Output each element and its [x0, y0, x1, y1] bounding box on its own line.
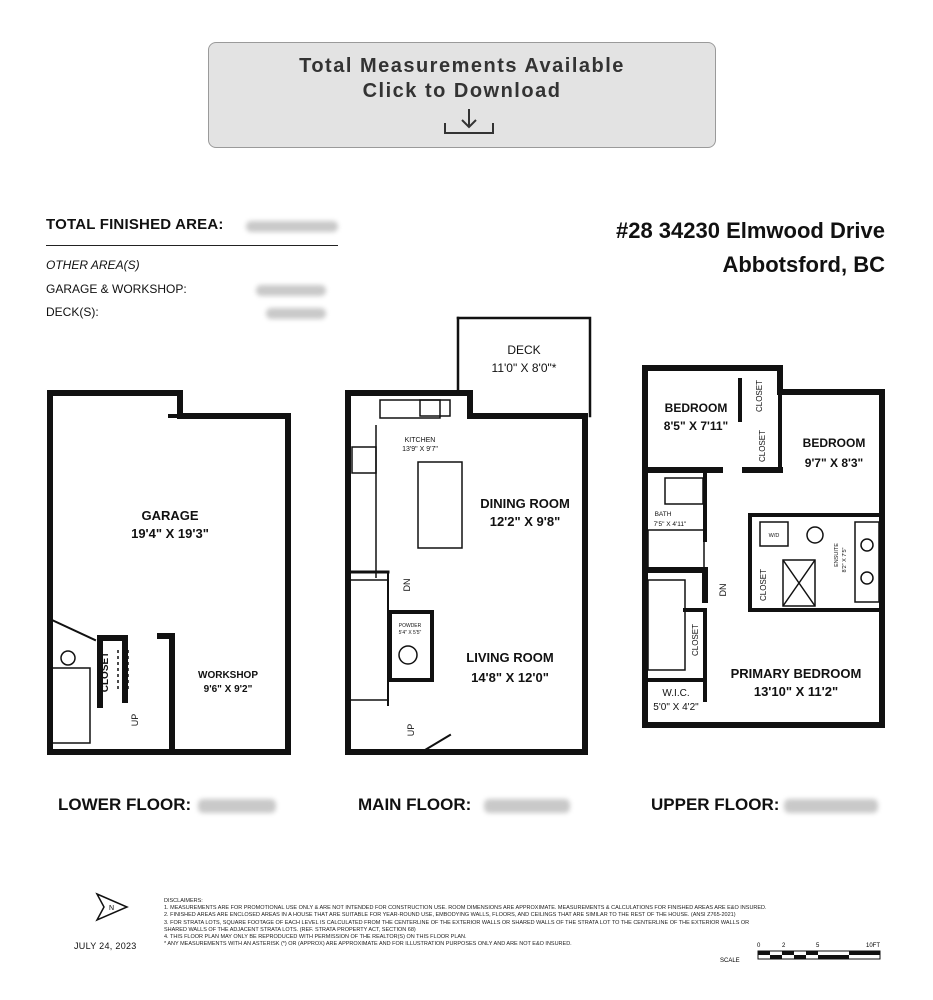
banner-line1: Total Measurements Available [299, 55, 625, 77]
address-line2: Abbotsford, BC [722, 252, 885, 277]
summary-divider [46, 245, 338, 246]
main-dn-label: DN [402, 578, 412, 592]
north-arrow-icon [94, 892, 130, 922]
main-floor-plan [348, 318, 590, 752]
wic-dims: 5'0" X 4'2" [653, 702, 699, 713]
workshop-dims: 9'6" X 9'2" [203, 684, 253, 695]
scale-label: SCALE [720, 958, 740, 964]
kitchen-label: KITCHEN [404, 437, 436, 444]
disclaimer-line: DISCLAIMERS: [164, 898, 203, 904]
bedroom1-closet-label: CLOSET [755, 379, 764, 413]
total-finished-area-label: TOTAL FINISHED AREA: [46, 216, 224, 233]
deck-dims: 11'0" X 8'0"* [491, 361, 557, 375]
lower-floor-plan [50, 393, 288, 752]
decks-label: DECK(S): [46, 305, 99, 319]
redacted-total-area [246, 221, 338, 232]
kitchen-dims: 13'9" X 9'7" [402, 446, 438, 453]
garage-dims: 19'4" X 19'3" [131, 526, 209, 541]
upper-dn-label: DN [718, 583, 728, 597]
wd-label: W/D [768, 533, 780, 539]
powder-dims: 5'4" X 5'5" [398, 630, 422, 636]
bedroom2-dims: 9'7" X 8'3" [804, 456, 864, 470]
workshop-label: WORKSHOP [198, 670, 258, 681]
address-line1: #28 34230 Elmwood Drive [615, 218, 885, 243]
primary-closet-label: CLOSET [691, 623, 700, 657]
lower-up-label: UP [130, 713, 140, 727]
banner-line2: Click to Download [362, 80, 562, 102]
disclaimer-line: 4. THIS FLOOR PLAN MAY ONLY BE REPRODUCED WITH PERMISSION OF THE REALTOR(S) ON THIS FLOOR PLAN. [164, 934, 467, 941]
bath-label: BATH [654, 511, 672, 518]
deck-label: DECK [507, 343, 541, 357]
ensuite-closet-label: CLOSET [759, 568, 768, 602]
scale-tick-0: 0 [757, 943, 761, 949]
scale-tick-10: 10FT [866, 943, 881, 949]
bedroom1-label: BEDROOM [664, 401, 728, 415]
disclaimer-line: SHARED WALLS OF THE ADJACENT STRATA LOTS. (REF. STRATA PROPERTY ACT, SECTION 68) [164, 926, 416, 933]
redacted-upper-area [784, 799, 878, 813]
dining-room-label: DINING ROOM [480, 496, 570, 511]
primary-bedroom-dims: 13'10" X 11'2" [753, 684, 839, 699]
bath-dims: 7'5" X 4'11" [653, 521, 687, 528]
download-measurements-button[interactable] [208, 42, 716, 148]
dining-room-dims: 12'2" X 9'8" [489, 514, 561, 529]
garage-label: GARAGE [141, 508, 199, 523]
redacted-garage-area [256, 285, 326, 296]
floor-plans [0, 300, 933, 770]
main-floor-label: MAIN FLOOR: [358, 795, 472, 814]
bedroom2-closet-label: CLOSET [758, 429, 767, 463]
plan-date: JULY 24, 2023 [74, 941, 137, 951]
powder-label: POWDER [398, 623, 422, 629]
living-room-dims: 14'8" X 12'0" [471, 670, 549, 685]
scale-tick-2: 2 [782, 943, 786, 949]
primary-bedroom-label: PRIMARY BEDROOM [730, 666, 862, 681]
north-letter: N [109, 905, 115, 912]
bedroom1-dims: 8'5" X 7'11" [663, 419, 729, 433]
disclaimer-line: 2. FINISHED AREAS ARE ENCLOSED AREAS IN A HOUSE THAT ARE SUITABLE FOR YEAR-ROUND USE, EMBODYING WALLS, FLOORS, AND CEILINGS THAT ARE SIMILAR TO THE REST OF THE HOUSE. (ANSI Z765-2021) [164, 912, 736, 919]
main-up-label: UP [406, 723, 416, 737]
garage-workshop-label: GARAGE & WORKSHOP: [46, 282, 187, 296]
lower-floor-label: LOWER FLOOR: [58, 795, 192, 814]
scale-tick-5: 5 [816, 943, 820, 949]
scale-bar [720, 940, 885, 966]
download-icon [441, 105, 497, 139]
disclaimer-line: 3. FOR STRATA LOTS, SQUARE FOOTAGE OF EACH LEVEL IS CALCULATED FROM THE CENTERLINE OF THE EXTERIOR WALLS OR SHARED WALLS OF THE STRATA LOT TO THE CENTERLINE OF THE EXTERIOR WALLS OR [164, 919, 750, 926]
ensuite-dims: 8'2" X 7'5" [842, 547, 848, 573]
lower-closet-label: CLOSET [100, 651, 111, 693]
redacted-lower-area [198, 799, 276, 813]
bedroom2-label: BEDROOM [802, 436, 866, 450]
upper-floor-label: UPPER FLOOR: [651, 795, 780, 814]
ensuite-label: ENSUITE [834, 543, 840, 567]
other-areas-label: OTHER AREA(S) [46, 258, 140, 272]
redacted-main-area [484, 799, 570, 813]
disclaimer-line: * ANY MEASUREMENTS WITH AN ASTERISK (*) OR (APPROX) ARE APPROXIMATE AND FOR ILLUSTRATION PURPOSES ONLY AND ARE NOT E&O INSURED. [164, 941, 572, 948]
disclaimer-line: 1. MEASUREMENTS ARE FOR PROMOTIONAL USE ONLY & ARE NOT INTENDED FOR CONSTRUCTION USE. ROOM DIMENSIONS ARE APPROXIMATE. MEASUREMENTS & CALCULATIONS FOR FINISHED AREAS ARE E&O INSURED. [164, 905, 767, 912]
wic-label: W.I.C. [662, 688, 690, 699]
living-room-label: LIVING ROOM [466, 650, 554, 665]
